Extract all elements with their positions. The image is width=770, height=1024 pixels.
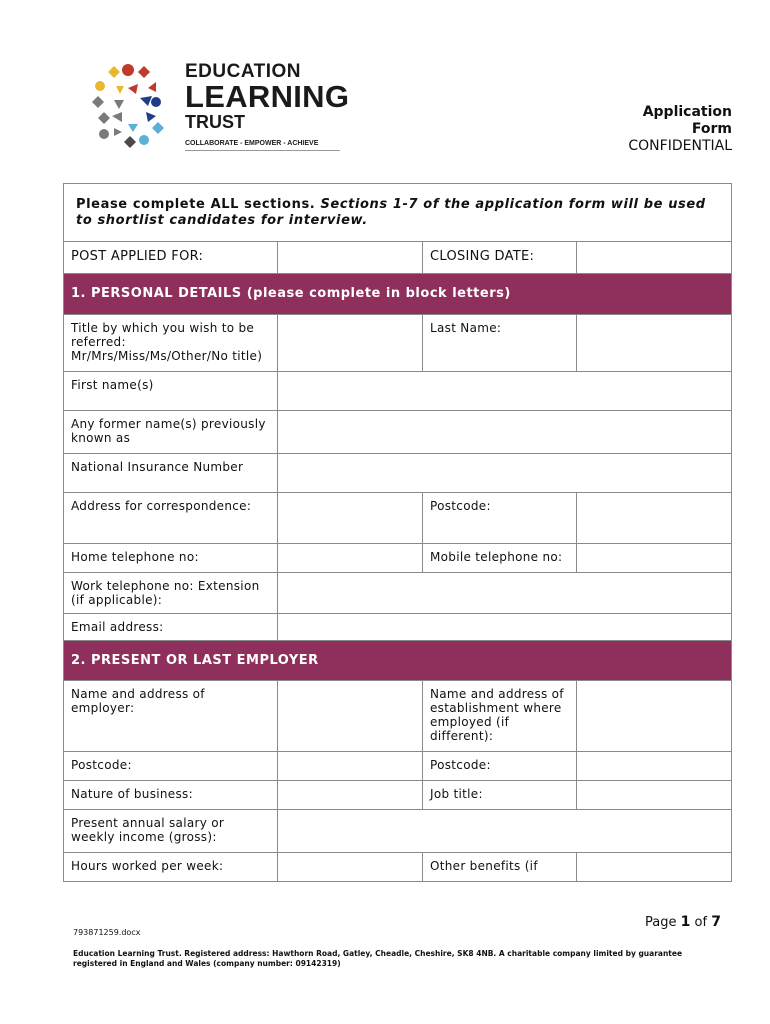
email-row bbox=[64, 614, 732, 641]
employer-postcode-row bbox=[64, 752, 732, 781]
intro-row bbox=[64, 184, 732, 242]
home-tel-field[interactable] bbox=[278, 544, 423, 573]
mobile-tel-field[interactable] bbox=[577, 544, 732, 573]
form-title-block bbox=[612, 104, 732, 155]
ni-label: National Insurance Number bbox=[64, 454, 278, 493]
job-title-label: Job title: bbox=[423, 781, 577, 810]
page-prefix: Page bbox=[645, 915, 677, 930]
form-title-line2: Form bbox=[691, 121, 732, 137]
email-label: Email address: bbox=[64, 614, 278, 641]
establishment-postcode-field[interactable] bbox=[577, 752, 732, 781]
postcode-label: Postcode: bbox=[423, 493, 577, 544]
form-title-line1: Application bbox=[642, 104, 732, 120]
employer-postcode-label: Postcode: bbox=[64, 752, 278, 781]
intro-bold: Please complete ALL sections. bbox=[76, 197, 316, 212]
job-title-field[interactable] bbox=[577, 781, 732, 810]
nature-business-field[interactable] bbox=[278, 781, 423, 810]
closing-date-label: CLOSING DATE: bbox=[423, 242, 577, 274]
employer-field[interactable] bbox=[278, 681, 423, 752]
post-row bbox=[64, 242, 732, 274]
employer-postcode-field[interactable] bbox=[278, 752, 423, 781]
benefits-field[interactable] bbox=[577, 853, 732, 882]
intro-text bbox=[64, 184, 732, 242]
establishment-postcode-label: Postcode: bbox=[423, 752, 577, 781]
former-name-field[interactable] bbox=[278, 411, 732, 454]
address-label: Address for correspondence: bbox=[64, 493, 278, 544]
section-header-personal bbox=[64, 274, 732, 315]
establishment-field[interactable] bbox=[577, 681, 732, 752]
last-name-field[interactable] bbox=[577, 315, 732, 372]
closing-date-field[interactable] bbox=[577, 242, 732, 274]
logo-line-education: EDUCATION bbox=[185, 61, 302, 82]
page-total: 7 bbox=[711, 914, 721, 930]
logo-tagline: COLLABORATE - EMPOWER - ACHIEVE bbox=[185, 140, 340, 151]
page-number bbox=[645, 914, 721, 930]
hours-field[interactable] bbox=[278, 853, 423, 882]
work-tel-label: Work telephone no: Extension (if applicable): bbox=[64, 573, 278, 614]
logo-emblem-icon bbox=[92, 64, 164, 148]
postcode-field[interactable] bbox=[577, 493, 732, 544]
last-name-label: Last Name: bbox=[423, 315, 577, 372]
confidential-label: CONFIDENTIAL bbox=[628, 138, 732, 154]
former-name-label: Any former name(s) previously known as bbox=[64, 411, 278, 454]
first-name-row bbox=[64, 372, 732, 411]
address-row bbox=[64, 493, 732, 544]
mobile-tel-label: Mobile telephone no: bbox=[423, 544, 577, 573]
email-field[interactable] bbox=[278, 614, 732, 641]
address-field[interactable] bbox=[278, 493, 423, 544]
former-name-row bbox=[64, 411, 732, 454]
footer-filename: 793871259.docx bbox=[73, 928, 141, 937]
salary-row bbox=[64, 810, 732, 853]
page-current: 1 bbox=[680, 914, 691, 930]
hours-label: Hours worked per week: bbox=[64, 853, 278, 882]
application-form-table bbox=[63, 183, 732, 882]
post-applied-label: POST APPLIED FOR: bbox=[64, 242, 278, 274]
employer-row bbox=[64, 681, 732, 752]
benefits-label: Other benefits (if bbox=[423, 853, 577, 882]
footer-registration: Education Learning Trust. Registered address: Hawthorn Road, Gatley, Cheadle, Cheshire, SK8 4NB. A charitable company limited by guarantee registered in England and Wales (company number: 09142319) bbox=[73, 949, 683, 968]
section1-title: 1. PERSONAL DETAILS (please complete in block letters) bbox=[64, 274, 732, 315]
ni-field[interactable] bbox=[278, 454, 732, 493]
first-name-label: First name(s) bbox=[64, 372, 278, 411]
title-field[interactable] bbox=[278, 315, 423, 372]
logo-line-learning: LEARNING bbox=[185, 79, 350, 114]
post-applied-field[interactable] bbox=[278, 242, 423, 274]
salary-label: Present annual salary or weekly income (gross): bbox=[64, 810, 278, 853]
page-of: of bbox=[694, 915, 708, 930]
section2-title: 2. PRESENT OR LAST EMPLOYER bbox=[64, 641, 732, 681]
business-row bbox=[64, 781, 732, 810]
hours-row bbox=[64, 853, 732, 882]
work-tel-row bbox=[64, 573, 732, 614]
ni-row bbox=[64, 454, 732, 493]
first-name-field[interactable] bbox=[278, 372, 732, 411]
logo-line-trust: TRUST bbox=[185, 112, 245, 132]
title-row bbox=[64, 315, 732, 372]
home-tel-label: Home telephone no: bbox=[64, 544, 278, 573]
establishment-label: Name and address of establishment where employed (if different): bbox=[423, 681, 577, 752]
employer-label: Name and address of employer: bbox=[64, 681, 278, 752]
intro-italic: Sections 1-7 of the application form will be used to shortlist candidates for interview. bbox=[76, 197, 706, 228]
nature-business-label: Nature of business: bbox=[64, 781, 278, 810]
section-header-employer bbox=[64, 641, 732, 681]
phone-row bbox=[64, 544, 732, 573]
logo-text bbox=[185, 62, 349, 151]
salary-field[interactable] bbox=[278, 810, 732, 853]
title-label: Title by which you wish to be referred: Mr/Mrs/Miss/Ms/Other/No title) bbox=[64, 315, 278, 372]
work-tel-field[interactable] bbox=[278, 573, 732, 614]
